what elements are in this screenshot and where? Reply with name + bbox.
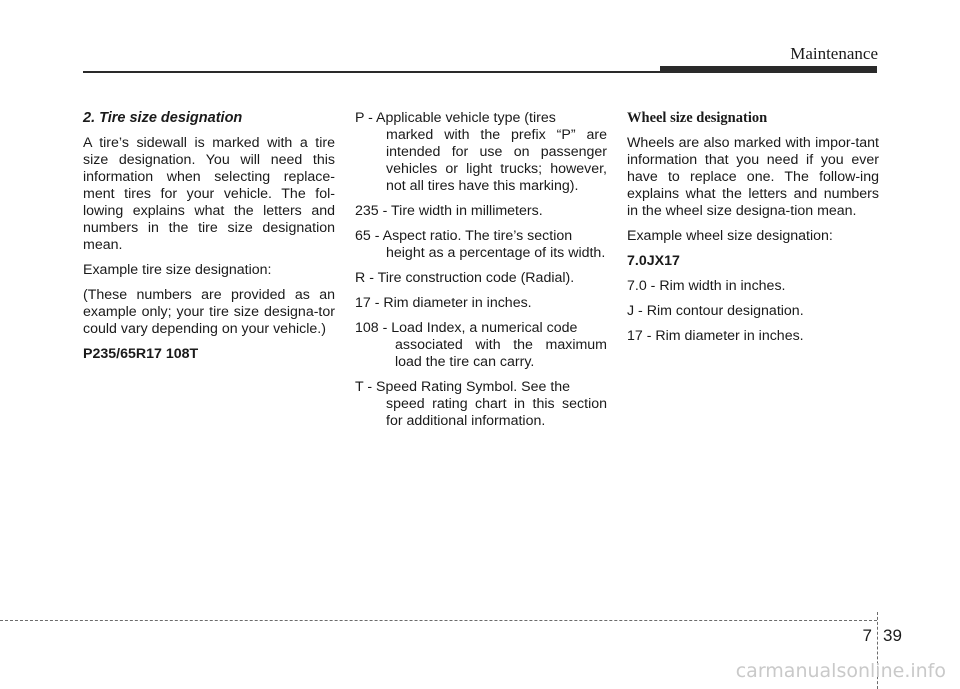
definition-text: Applicable vehicle type (tires [376,110,556,126]
definition-text: Aspect ratio. The tire’s section [382,228,573,244]
paragraph: A tire’s sidewall is marked with a tire size designation. You will need this information when selecting replace-ment tires for your vehicle. The fol-lowing explains what the letters and numbers in the tire size designation mean. [83,135,335,253]
page-number: 39 [883,626,902,645]
definition-text: Speed Rating Symbol. See the [376,379,571,395]
definition-item [355,110,607,195]
definition-text-cont: marked with the prefix “P” are intended for use on passenger vehicles or light trucks; however, not all tires have this marking). [386,127,607,194]
footer-dashed-line [0,620,877,621]
definition-item: 17 - Rim diameter in inches. [355,295,532,311]
section-heading: Wheel size designation [627,110,768,126]
definition-item: R - Tire construction code (Radial). [355,270,575,286]
paragraph: Example wheel size designation: [627,228,833,244]
column-tire-definitions [355,110,607,438]
definition-term: 108 - [355,320,392,336]
definition-text-cont: speed rating chart in this section for additional information. [386,396,607,429]
wheel-size-example: 7.0JX17 [627,253,680,269]
watermark: carmanualsonline.info [735,660,946,682]
paragraph: Wheels are also marked with impor-tant information that you need if you ever have to replace one. The follow-ing explains what the letters and numbers in the wheel size designa-tion mean. [627,135,879,219]
definition-item [355,379,607,430]
definition-text-cont: associated with the maximum load the tire can carry. [395,337,607,370]
column-wheel-size [627,110,879,353]
definition-term: 65 - [355,228,383,244]
definition-text: Load Index, a numerical code [391,320,578,336]
header-rule [83,71,663,73]
definition-item: J - Rim contour designation. [627,303,804,319]
column-tire-size [83,110,335,371]
tire-size-example: P235/65R17 108T [83,346,199,362]
definition-item [355,228,607,262]
paragraph: (These numbers are provided as an example only; your tire size designa-tor could vary depending on your vehicle.) [83,287,335,337]
definition-term: P - [355,110,377,126]
page-header-title: Maintenance [790,44,878,63]
definition-item: 7.0 - Rim width in inches. [627,278,786,294]
header-rule-bar [660,66,877,73]
chapter-number: 7 [862,626,872,645]
definition-item: 235 - Tire width in millimeters. [355,203,543,219]
definition-item: 17 - Rim diameter in inches. [627,328,804,344]
paragraph: Example tire size designation: [83,262,272,278]
definition-text-cont: height as a percentage of its width. [386,245,606,261]
section-title: 2. Tire size designation [83,110,243,126]
definition-item [355,320,607,371]
definition-term: T - [355,379,377,395]
